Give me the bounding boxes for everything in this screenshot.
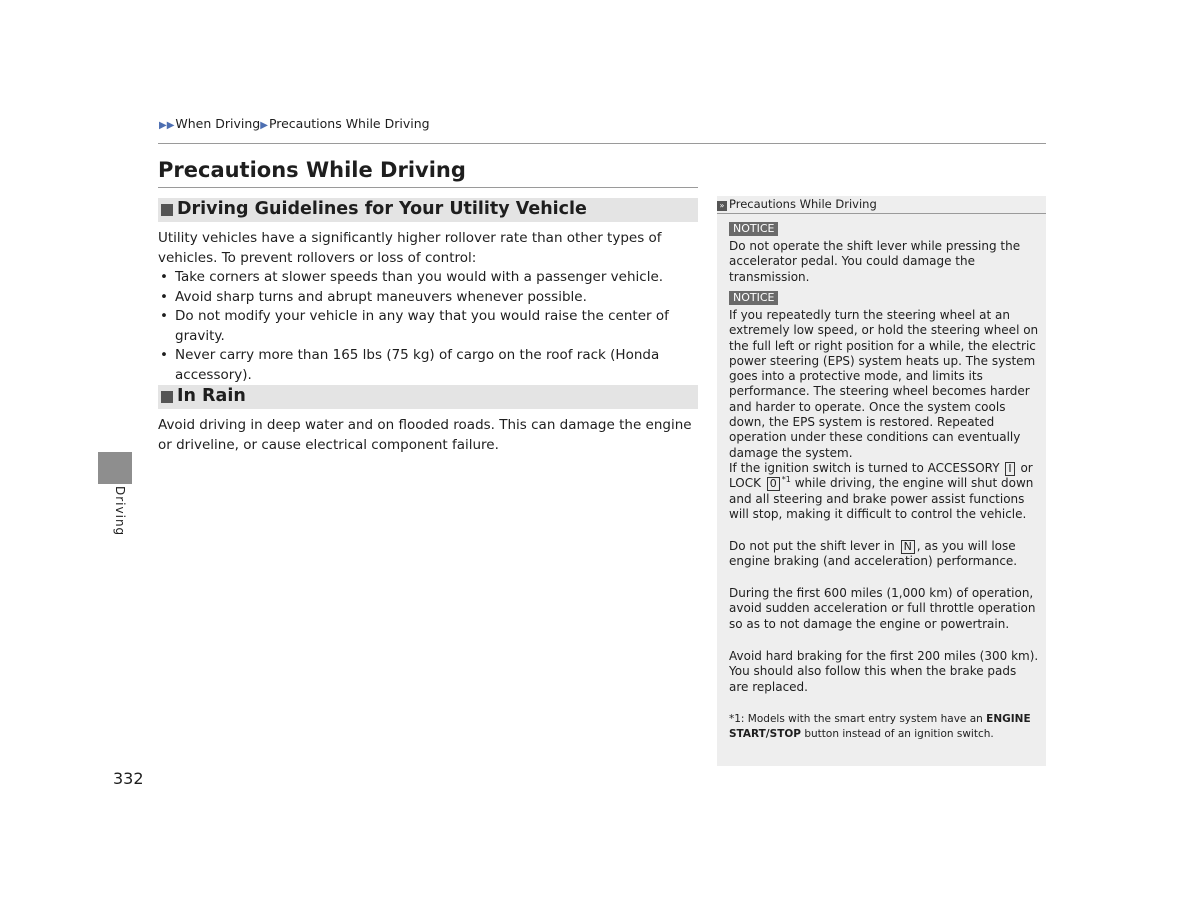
footnote (729, 712, 1039, 743)
shift-paragraph (729, 539, 1039, 570)
text-span: Do not put the shift lever in (729, 539, 895, 553)
rain-text: Avoid driving in deep water and on flooded roads. This can damage the engine or driveline, or cause electrical component failure. (158, 417, 692, 453)
notice-badge: NOTICE (729, 291, 778, 305)
guidelines-list (158, 268, 703, 385)
section-heading-text: Driving Guidelines for Your Utility Vehicle (177, 199, 587, 219)
notice-paragraph: If you repeatedly turn the steering wheel at an extremely low speed, or hold the steering wheel on the full left or right position for a while, the electric power steering (EPS) system heats up. The system goes into a protective mode, and limits its performance. The steering wheel becomes harder and harder to operate. Once the system cools down, the EPS system is restored. Repeated operation under these conditions can eventually damage the system. (729, 308, 1039, 460)
text-span: or LOCK (729, 461, 1033, 491)
lock-key-icon: 0 (767, 477, 780, 491)
notice-text-2 (729, 308, 1039, 461)
square-bullet-icon (161, 391, 173, 403)
neutral-key-icon: N (901, 540, 915, 554)
chapter-tab (98, 452, 132, 484)
reference-arrow-icon: » (717, 201, 727, 211)
list-item: • Do not modify your vehicle in any way that you would raise the center of gravity. (158, 307, 703, 346)
breadcrumb-item-precautions[interactable]: Precautions While Driving (268, 116, 430, 131)
braking-text: Avoid hard braking for the first 200 miles (300 km). You should also follow this when the brake pads are replaced. (729, 649, 1039, 694)
page-title: Precautions While Driving (158, 158, 466, 182)
list-item: • Never carry more than 165 lbs (75 kg) of cargo on the roof rack (Honda accessory). (158, 346, 703, 385)
double-arrow-icon: ▶▶ (159, 120, 175, 131)
breakin-paragraph (729, 586, 1039, 632)
ignition-paragraph (729, 461, 1039, 522)
breakin-text: During the first 600 miles (1,000 km) of operation, avoid sudden acceleration or full throttle operation so as to not damage the engine or powertrain. (729, 586, 1036, 631)
page-number: 332 (113, 769, 144, 788)
text-span: , as you will lose engine braking (and acceleration) performance. (729, 539, 1018, 569)
text-span: button instead of an ignition switch. (804, 728, 994, 741)
rain-body (158, 416, 703, 455)
notice-badge: NOTICE (729, 222, 778, 236)
notice-paragraph: Do not operate the shift lever while pressing the accelerator pedal. You could damage the transmission. (729, 239, 1021, 284)
engine-start-stop-label: ENGINE START/STOP (729, 713, 1031, 741)
breadcrumb (159, 116, 430, 131)
text-span: If the ignition switch is turned to ACCESSORY (729, 461, 1000, 475)
guidelines-intro: Utility vehicles have a significantly higher rollover rate than other types of vehicles. To prevent rollovers or loss of control: (158, 230, 662, 266)
notice-text-1 (729, 239, 1039, 285)
sidebar-heading-text: Precautions While Driving (729, 197, 877, 211)
section-heading-text: In Rain (177, 386, 246, 406)
chapter-label: Driving (113, 486, 127, 537)
text-span: *1: Models with the smart entry system have an (729, 713, 983, 725)
accessory-key-icon: I (1005, 462, 1014, 476)
header-divider (158, 143, 1046, 144)
braking-paragraph (729, 649, 1039, 695)
sidebar-heading (717, 197, 1046, 211)
guidelines-body (158, 229, 703, 385)
list-item: • Take corners at slower speeds than you would with a passenger vehicle. (158, 268, 703, 288)
sidebar-divider (717, 213, 1046, 214)
section-heading-guidelines (158, 198, 698, 222)
list-item: • Avoid sharp turns and abrupt maneuvers whenever possible. (158, 288, 703, 308)
title-divider (158, 187, 698, 188)
section-heading-rain (158, 385, 698, 409)
text-span: while driving, the engine will shut down and all steering and brake power assist functions will stop, making it difficult to control the vehicle. (729, 476, 1034, 521)
square-bullet-icon (161, 204, 173, 216)
arrow-icon: ▶ (260, 120, 268, 131)
footnote-marker: *1 (781, 475, 791, 485)
breadcrumb-item-when-driving[interactable]: When Driving (175, 116, 261, 131)
